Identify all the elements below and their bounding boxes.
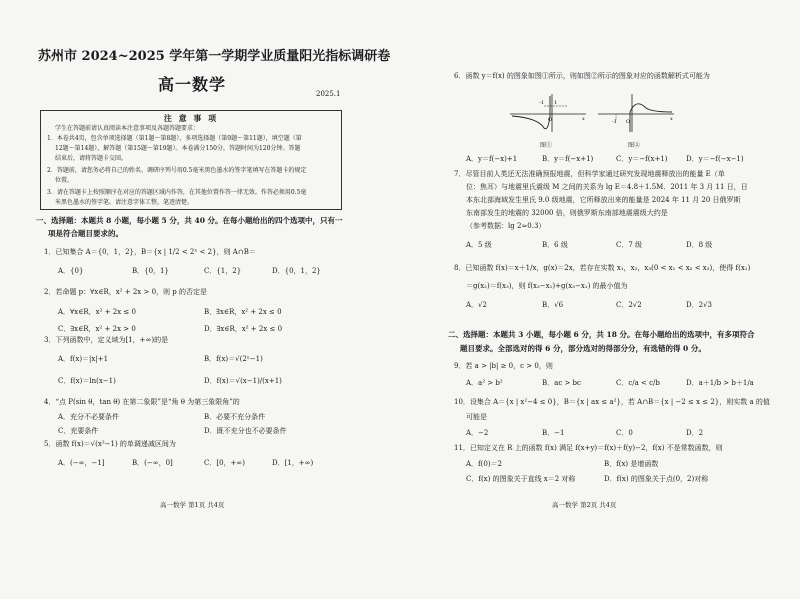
q1-option-a: A．{0} (58, 267, 84, 275)
exam-title: 苏州市 2024~2025 学年第一学期学业质量阳光指标调研卷 (38, 49, 391, 64)
subject-title: 高一数学 (158, 75, 227, 94)
q8-option-a: A．√2 (466, 301, 487, 309)
q11-option-d: D．f(x) 的图象关于点(0，2)对称 (604, 475, 709, 483)
notice-line: 3．请在答题卡上按照顺序在对应的答题区域内作答，在其他位置作答一律无效。作答必须用0.5毫 (47, 189, 307, 196)
notice-box (40, 110, 342, 210)
q3-option-a: A．f(x)＝|x|+1 (58, 355, 109, 363)
q9-option-a: A．a² > b² (466, 379, 503, 387)
q4-option-b: B．必要不充分条件 (204, 413, 266, 421)
notice-line: 2．答题前，请您务必将自己的姓名、调研序列号用0.5毫米黑色墨水的签字笔填写在答题卡的规定 (47, 167, 307, 174)
question-7-line: 东南部发生的地震的 32000 倍，则俄罗斯东南部地震震级大约是 (466, 209, 668, 217)
notice-heading: 注 意 事 项 (163, 113, 219, 123)
q2-option-b: B．∃x∈R，x² + 2x ≤ 0 (204, 308, 282, 316)
svg-text:-1: -1 (539, 100, 544, 106)
question-10-cont: 可能是 (466, 413, 487, 421)
q2-option-c: C．∃x∈R，x² + 2x > 0 (58, 325, 136, 333)
q10-option-c: C．0 (616, 429, 633, 437)
q6-option-b: B．y＝f(−x+1) (542, 155, 594, 163)
q3-option-b: B．f(x)＝√(2ˣ−1) (204, 355, 263, 363)
q7-option-b: B．6 级 (542, 241, 568, 249)
svg-text:x: x (670, 116, 673, 122)
q10-option-a: A．−2 (466, 429, 489, 437)
page-2 (400, 0, 800, 599)
question-7-line: 本东北部海域发生里氏 9.0 级地震，它所释放出来的能量是 2024 年 11 月 20 日俄罗斯 (466, 196, 741, 204)
question-8-line: ＝g(x₂)＝f(x₃)，则 f(x₃−x₁)+g(x₃−x₁) 的最小值为 (466, 282, 628, 290)
q7-option-d: D．8 级 (686, 241, 713, 249)
q4-option-a: A．充分不必要条件 (58, 413, 120, 421)
page-footer: 高一数学 第2页 共4页 (552, 501, 617, 509)
figure-1-graph (508, 92, 588, 134)
q2-option-d: D．∃x∈R，x² + 2x ≤ 0 (204, 325, 283, 333)
svg-text:-1: -1 (612, 119, 617, 125)
q7-option-c: C．7 级 (616, 241, 643, 249)
q5-option-a: A．(−∞，−1] (58, 459, 105, 467)
q1-option-b: B．{0，1} (132, 267, 169, 275)
q10-option-b: B．−1 (542, 429, 565, 437)
q11-option-c: C．f(x) 的图象关于直线 x＝2 对称 (466, 475, 576, 483)
q9-option-b: B．ac > bc (542, 379, 581, 387)
section-2-heading-cont: 题目要求。全部选对的得 6 分，部分选对的得部分分，有选错的得 0 分。 (460, 344, 706, 353)
q5-option-d: D．[1，+∞) (272, 459, 314, 467)
section-1-heading-cont: 项是符合题目要求的。 (48, 229, 123, 238)
section-1-heading: 一、选择题：本题共 8 小题，每小题 5 分，共 40 分。在每小题给出的四个选项中，只有一 (36, 216, 343, 225)
question-4: 4．“点 P(sin θ，tan θ) 在第二象限”是“角 θ 为第三象限角”的 (44, 398, 240, 406)
question-7-line: 位：焦耳）与地震里氏震级 M 之间的关系为 lg E＝4.8＋1.5M．2011 年 3 月 11 日，日 (466, 183, 748, 191)
exam-date: 2025.1 (316, 90, 341, 98)
q7-option-a: A．5 级 (466, 241, 492, 249)
q11-option-a: A．f(0)＝2 (466, 460, 503, 468)
notice-line: 位置。 (55, 177, 74, 184)
q1-option-c: C．{1，2} (204, 267, 242, 275)
q6-option-c: C．y＝−f(x+1) (616, 155, 668, 163)
question-6: 6．函数 y＝f(x) 的图象如图①所示，则如图②所示的图象对应的函数解析式可能为 (454, 72, 710, 80)
question-8-line: 8．已知函数 f(x)＝x＋1/x，g(x)＝2x，若存在实数 x₁，x₂，x₃(0 < x₁ < x₂ < x₃)，使得 f(x₁) (454, 264, 751, 272)
figure-2-caption: 图② (628, 142, 641, 149)
q8-option-d: D．2√3 (686, 301, 712, 309)
notice-intro: 学生在答题前请认真阅读本注意事项及各题答题要求： (55, 125, 200, 132)
q1-option-d: D．{0，1，2} (272, 267, 321, 275)
question-10: 10．设集合 A＝{x | x²−4 ≤ 0}，B＝{x | ax ≤ a²}，若 A∩B＝{x | −2 ≤ x ≤ 2}，则实数 a 的值 (454, 398, 770, 406)
notice-line: 1．本卷共4页，包含单项选择题（第1题～第8题），多项选择题（第9题～第11题），填空题（第 (47, 135, 302, 142)
q4-option-c: C．充要条件 (58, 427, 99, 435)
q5-option-b: B．(−∞，0] (132, 459, 173, 467)
svg-text:O: O (626, 119, 631, 125)
question-7-line: （参考数据：lg 2≈0.3） (466, 222, 546, 230)
q3-option-d: D．f(x)＝√(x−1)/(x+1) (204, 377, 282, 385)
question-7-line: 7．尽管目前人类还无法准确预报地震，但科学家通过研究发现地震释放出的能量 E（单 (454, 170, 725, 178)
q11-option-b: B．f(x) 是增函数 (604, 460, 659, 468)
figure-1-caption: 图① (540, 142, 553, 149)
notice-line: 结束后，请将答题卡交回。 (55, 155, 128, 162)
q8-option-c: C．2√2 (616, 301, 642, 309)
section-2-heading: 二、选择题：本题共 3 小题，每小题 6 分，共 18 分。在每小题给出的选项中，有多项符合 (448, 330, 755, 339)
q9-option-d: D．a＋1/b > b＋1/a (686, 379, 754, 387)
question-3: 3．下列函数中，定义域为[1，+∞)的是 (44, 336, 169, 344)
figure-2-graph (596, 92, 676, 134)
question-11: 11．已知定义在 R 上的函数 f(x) 满足 f(x+y)＝f(x)＋f(y)−2，f(x) 不是常数函数，则 (454, 444, 723, 452)
q2-option-a: A．∀x∈R，x² + 2x ≤ 0 (58, 308, 136, 316)
q9-option-c: C．c/a < c/b (616, 379, 660, 387)
q5-option-c: C．[0，+∞) (204, 459, 245, 467)
svg-text:O: O (548, 117, 553, 123)
page-footer: 高一数学 第1页 共4页 (160, 501, 225, 509)
question-9: 9．若 a > |b| ≥ 0，c > 0，则 (454, 362, 553, 370)
svg-text:x: x (582, 116, 585, 122)
q3-option-c: C．f(x)＝ln(x−1) (58, 377, 116, 385)
q6-option-d: D．y＝−f(−x−1) (686, 155, 744, 163)
question-1: 1．已知集合 A＝{0，1，2}，B＝{x | 1/2 < 2ˣ < 2}，则 A∩B＝ (44, 248, 256, 256)
q4-option-d: D．既不充分也不必要条件 (204, 427, 287, 435)
notice-line: 米黑色墨水的签字笔。请注意字体工整，笔迹清楚。 (55, 199, 194, 206)
q8-option-b: B．√6 (542, 301, 564, 309)
q6-option-a: A．y＝f(−x)+1 (466, 155, 518, 163)
question-5: 5．函数 f(x)＝√(x²−1) 的单调递减区间为 (44, 440, 176, 448)
notice-line: 12题～第14题），解答题（第15题～第19题）。本卷满分150分，答题时间为120分钟。答题 (55, 145, 301, 152)
q10-option-d: D．2 (686, 429, 704, 437)
svg-text:1: 1 (554, 100, 558, 106)
question-2: 2．若命题 p：∀x∈R，x² + 2x > 0，则 p 的否定是 (44, 288, 207, 296)
